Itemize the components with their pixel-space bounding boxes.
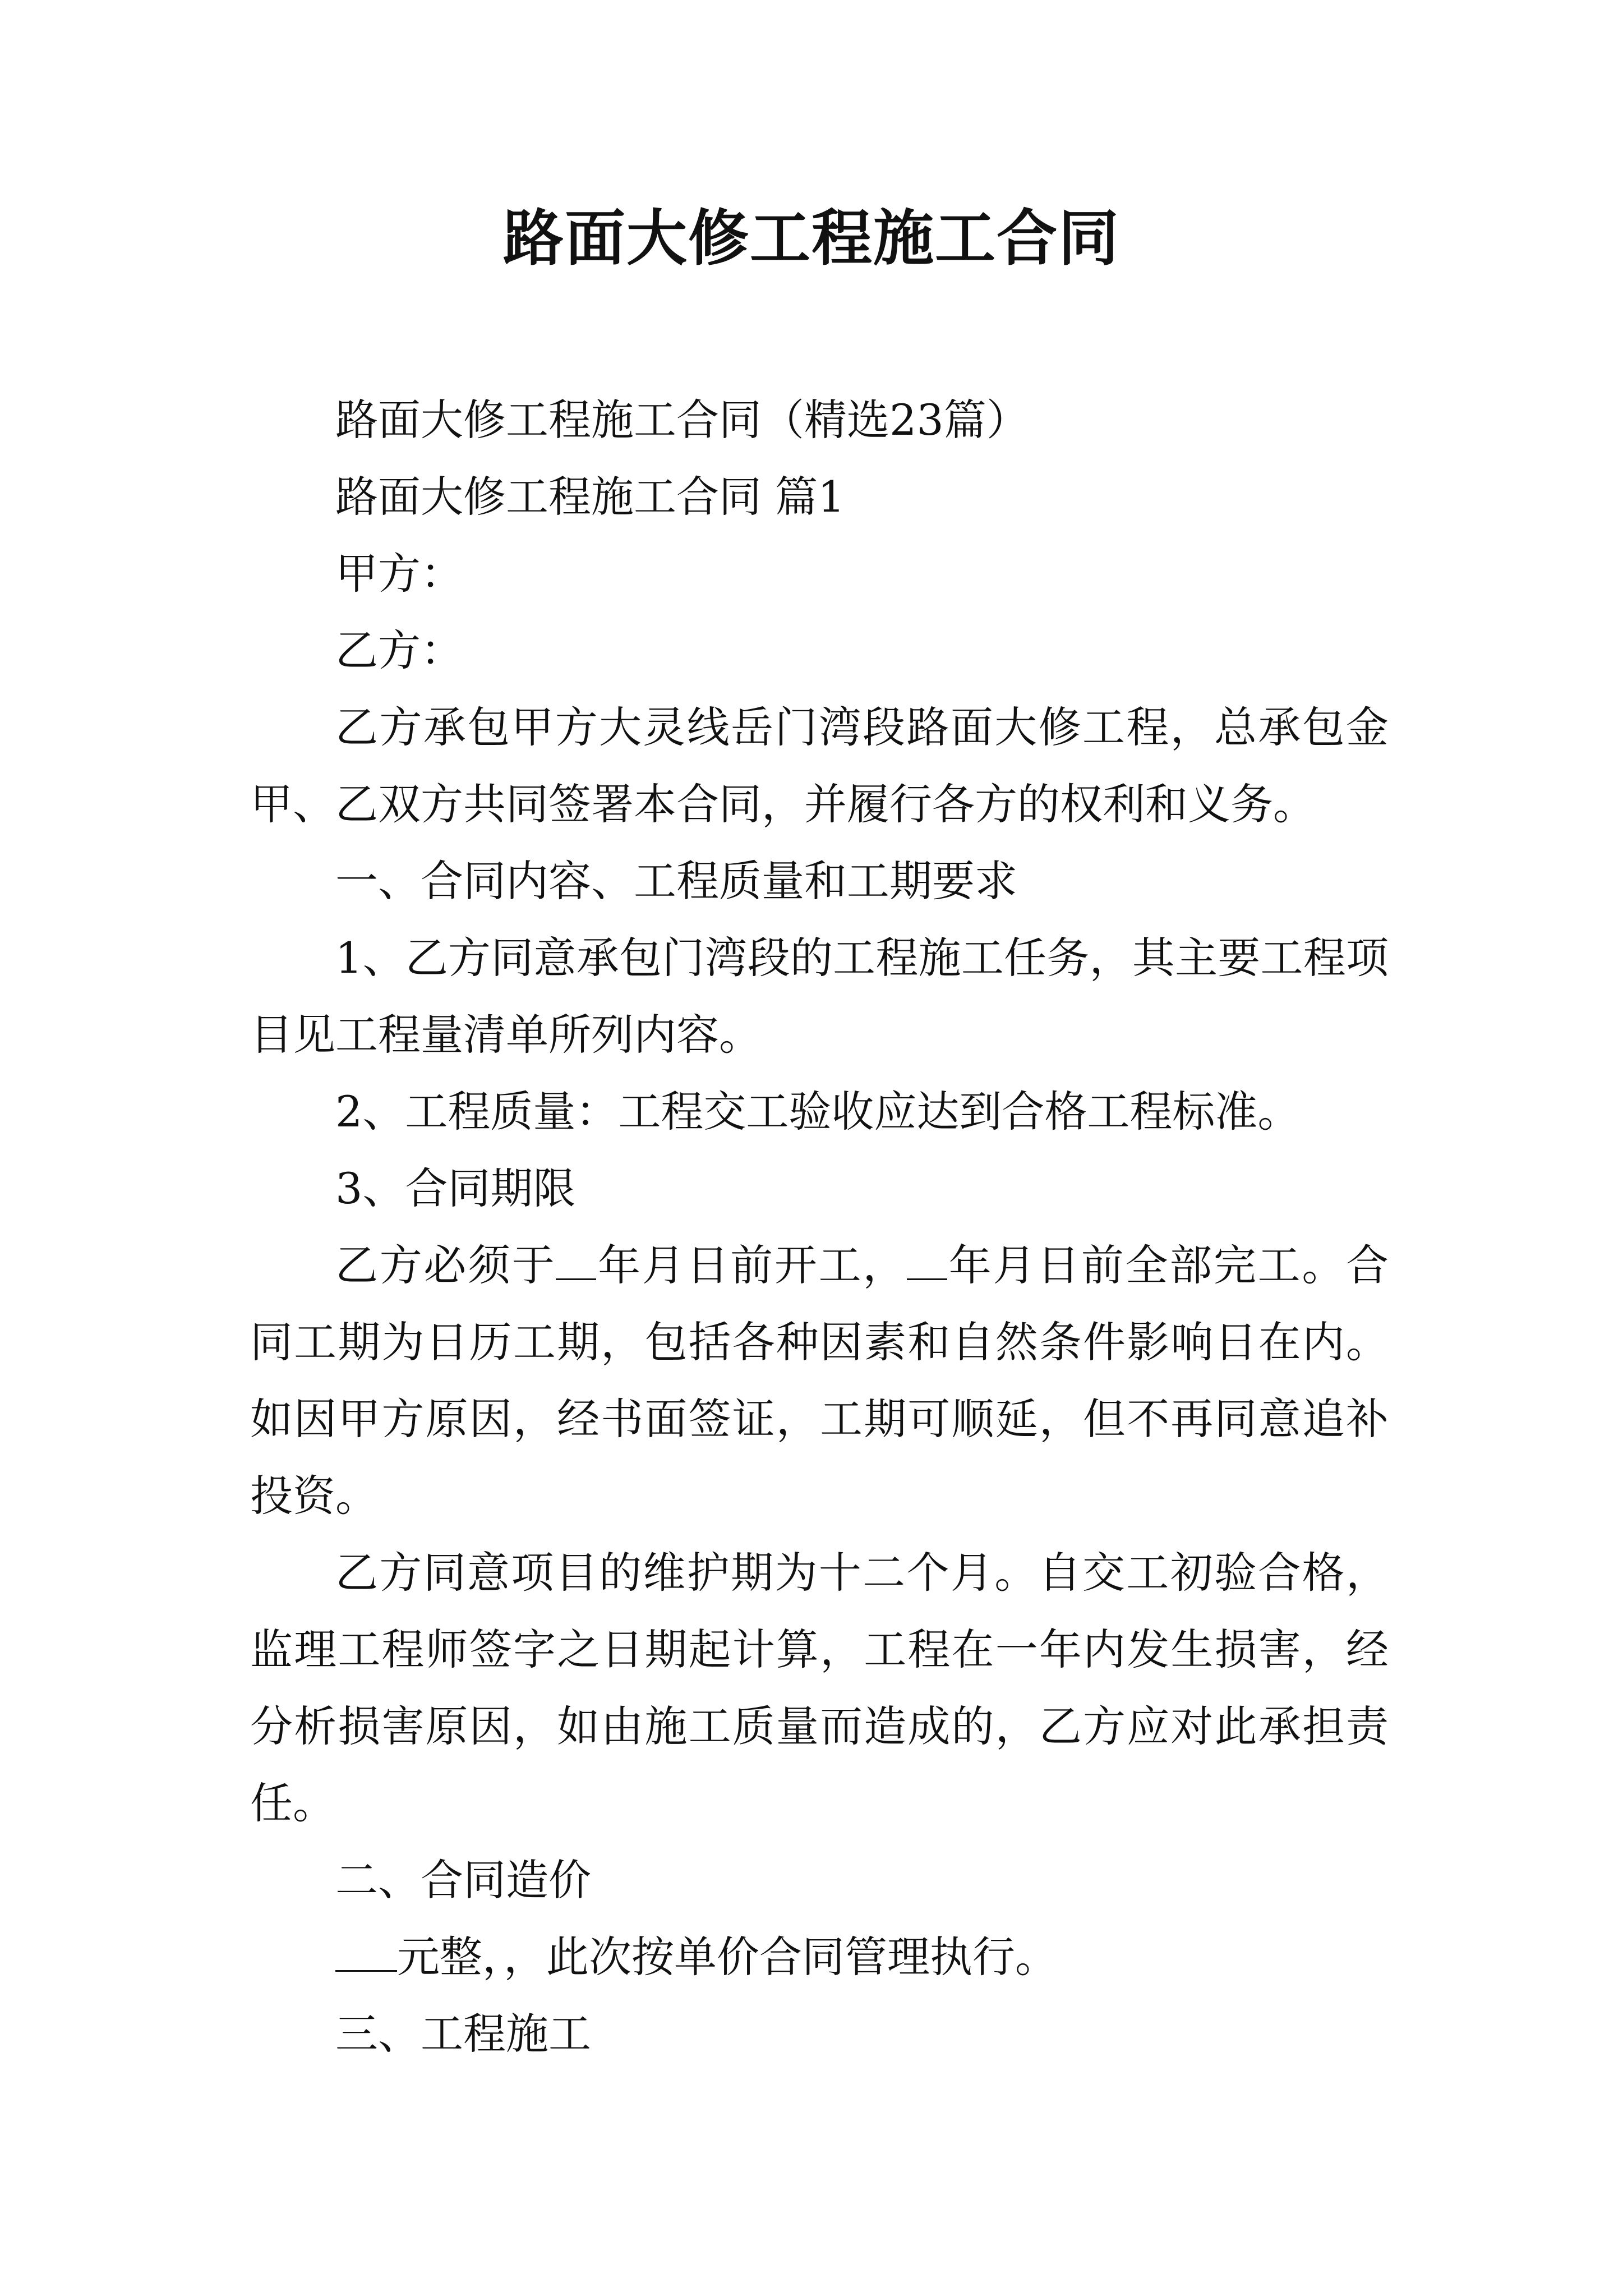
paragraph-subtitle: 路面大修工程施工合同（精选23篇）: [335, 395, 1029, 445]
paragraph-section-heading: 路面大修工程施工合同 篇1: [335, 472, 845, 522]
deadline-text-2: 年月日前开工，: [596, 1240, 907, 1290]
end-date-blank: [907, 1236, 947, 1280]
paragraph-party-a: 甲方：: [335, 549, 463, 599]
paragraph-item-3: 3、合同期限: [335, 1163, 576, 1213]
start-date-blank: [556, 1236, 596, 1280]
document-title: 路面大修工程施工合同: [502, 203, 1120, 274]
paragraph-item-2: 2、工程质量：工程交工验收应达到合格工程标准。: [335, 1087, 1301, 1137]
deadline-text-1: 乙方必须于: [335, 1240, 556, 1290]
paragraph-clause-3-heading: 三、工程施工: [335, 2009, 591, 2059]
deadline-text-3: 年月日前全部完工。合同工期为日历工期，包括各种因素和自然条件影响日在内。如因甲方原因，经书面签证，工期可顺延，但不再同意追补投资。: [250, 1240, 1389, 1521]
paragraph-intro: 乙方承包甲方大灵线岳门湾段路面大修工程，总承包金甲、乙双方共同签署本合同，并履行各方的权利和义务。: [250, 702, 1389, 829]
paragraph-deadline: [250, 1227, 1389, 1534]
paragraph-price: [250, 1918, 1389, 1995]
paragraph-item-1: 1、乙方同意承包门湾段的工程施工任务，其主要工程项目见工程量清单所列内容。: [250, 933, 1389, 1060]
paragraph-maintenance: 乙方同意项目的维护期为十二个月。自交工初验合格，监理工程师签字之日期起计算，工程在一年内发生损害，经分析损害原因，如由施工质量而造成的，乙方应对此承担责任。: [250, 1548, 1389, 1828]
paragraph-clause-2-heading: 二、合同造价: [335, 1855, 591, 1905]
price-text: 元整，，此次按单价合同管理执行。: [397, 1932, 1058, 1982]
paragraph-clause-1-heading: 一、合同内容、工程质量和工期要求: [335, 856, 1017, 906]
paragraph-party-b: 乙方：: [335, 625, 463, 675]
document-body: [250, 381, 1389, 2072]
price-blank: [335, 1927, 397, 1972]
